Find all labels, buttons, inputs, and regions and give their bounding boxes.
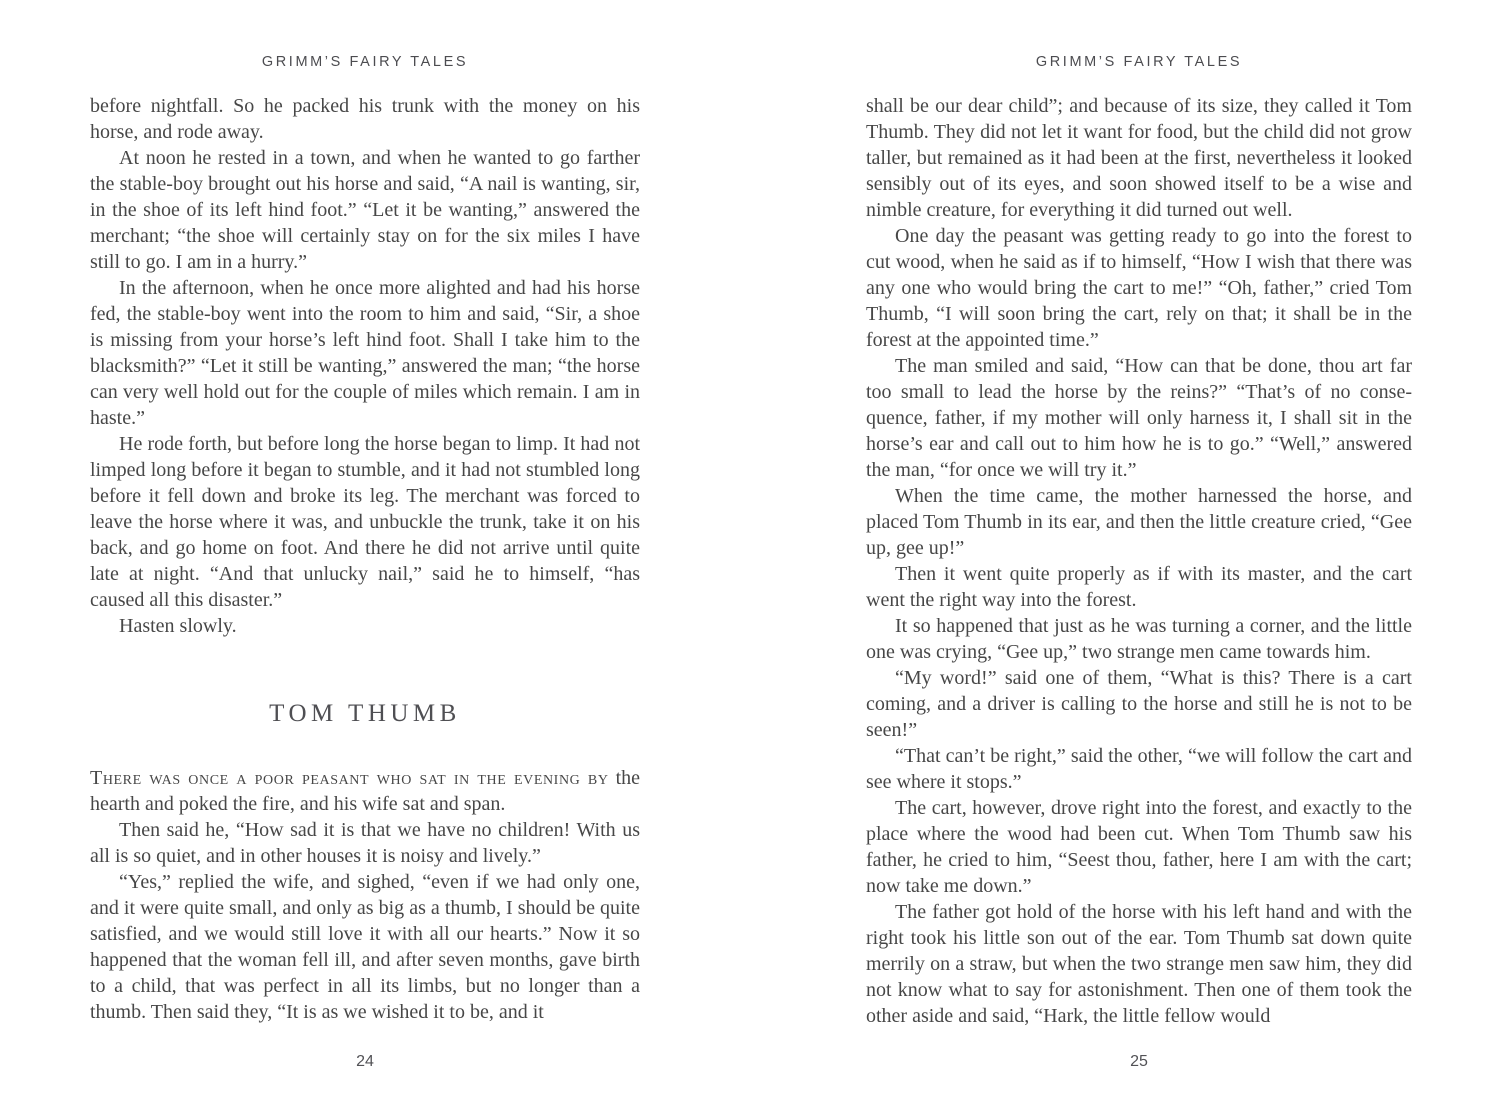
- page-right: [866, 0, 1412, 1105]
- right-page-body: [866, 93, 1412, 1029]
- paragraph: In the afternoon, when he once more alighted and had his horse fed, the stable-boy went into the room to him and said, “Sir, a shoe is missing from your horse’s left hind foot. Shall I take him to the blacksmith?” “Let it still be wanting,” answered the man; “the horse can very well hold out for the couple of miles which remain. I am in haste.”: [90, 277, 640, 429]
- paragraph: before nightfall. So he packed his trunk with the money on his horse, and rode away.: [90, 95, 640, 143]
- paragraph: He rode forth, but before long the horse began to limp. It had not limped long before it began to stumble, and it had not stumbled long before it fell down and broke its leg. The merchant was forced to leave the horse where it was, and unbuckle the trunk, take it on his back, and go home on foot. And there he did not arrive until quite late at night. “And that unlucky nail,” said he to himself, “has caused all this disaster.”: [90, 433, 640, 611]
- paragraph: “That can’t be right,” said the other, “we will follow the cart and see where it stops.”: [866, 745, 1412, 793]
- paragraph: “Yes,” replied the wife, and sighed, “even if we had only one, and it were quite small, and only as big as a thumb, I should be quite satisfied, and we would still love it with all our hearts.” Now it so happened that the woman fell ill, and after seven months, gave birth to a child, that was perfect in all its limbs, but no longer than a thumb. Then said they, “It is as we wished it to be, and it: [90, 871, 640, 1023]
- small-caps-lead: There was once a poor peasant who sat in the evening by: [90, 767, 609, 789]
- left-text-before-heading: [90, 93, 640, 639]
- page-left: [90, 0, 640, 1105]
- running-head: GRIMM’S FAIRY TALES: [261, 54, 469, 70]
- paragraph: Then it went quite properly as if with its master, and the cart went the right way into the forest.: [866, 563, 1412, 611]
- running-head: GRIMM’S FAIRY TALES: [1035, 54, 1243, 70]
- page-number-left: 24: [356, 1053, 374, 1070]
- opening-paragraph-rest: the hearth and poked the fire, and his wife sat and span.: [90, 767, 641, 815]
- page-number-right: 25: [1130, 1053, 1148, 1070]
- opening-paragraph: [90, 765, 640, 817]
- paragraph: At noon he rested in a town, and when he wanted to go farther the stable-boy brought out his horse and said, “A nail is wanting, sir, in the shoe of its left hind foot.” “Let it be wanting,” answered the merchant; “the shoe will certainly stay on for the six miles I have still to go. I am in a hurry.”: [90, 147, 640, 273]
- paragraph: Hasten slowly.: [119, 615, 237, 637]
- paragraph: The cart, however, drove right into the forest, and exactly to the place where the wood had been cut. When Tom Thumb saw his father, he cried to him, “Seest thou, father, here I am with the cart; now take me down.”: [866, 797, 1412, 897]
- paragraph: The father got hold of the horse with his left hand and with the right took his little son out of the ear. Tom Thumb sat down quite merrily on a straw, but when the two strange men saw him, they did not know what to say for astonishment. Then one of them took the other aside and said, “Hark, the little fellow would: [866, 901, 1412, 1027]
- paragraph: One day the peasant was getting ready to go into the forest to cut wood, when he said as if to himself, “How I wish that there was any one who would bring the cart to me!” “Oh, father,” cried Tom Thumb, “I will soon bring the cart, rely on that; it shall be in the forest at the appointed time.”: [866, 225, 1412, 351]
- paragraph: When the time came, the mother harnessed the horse, and placed Tom Thumb in its ear, and then the little creature cried, “Gee up, gee up!”: [866, 485, 1412, 559]
- paragraph: shall be our dear child”; and because of its size, they called it Tom Thumb. They did not let it want for food, but the child did not grow taller, but remained as it had been at the first, nevertheless it looked sensibly out of its eyes, and soon showed itself to be a wise and nimble creature, for everything it did turned out well.: [866, 95, 1412, 221]
- left-text-after-heading: [90, 817, 640, 1025]
- right-text: [866, 93, 1412, 1029]
- paragraph: “My word!” said one of them, “What is this? There is a cart coming, and a driver is calling to the horse and still he is not to be seen!”: [866, 667, 1412, 741]
- chapter-heading: TOM THUMB: [269, 700, 461, 727]
- left-page-body: [90, 93, 640, 1025]
- paragraph: The man smiled and said, “How can that be done, thou art far too small to lead the horse by the reins?” “That’s of no consequence, father, if my mother will only harness it, I shall sit in the horse’s ear and call out to him how he is to go.” “Well,” answered the man, “for once we will try it.”: [866, 355, 1412, 481]
- paragraph: It so happened that just as he was turning a corner, and the little one was crying, “Gee up,” two strange men came towards him.: [866, 615, 1412, 663]
- paragraph: Then said he, “How sad it is that we have no children! With us all is so quiet, and in other houses it is noisy and lively.”: [90, 819, 640, 867]
